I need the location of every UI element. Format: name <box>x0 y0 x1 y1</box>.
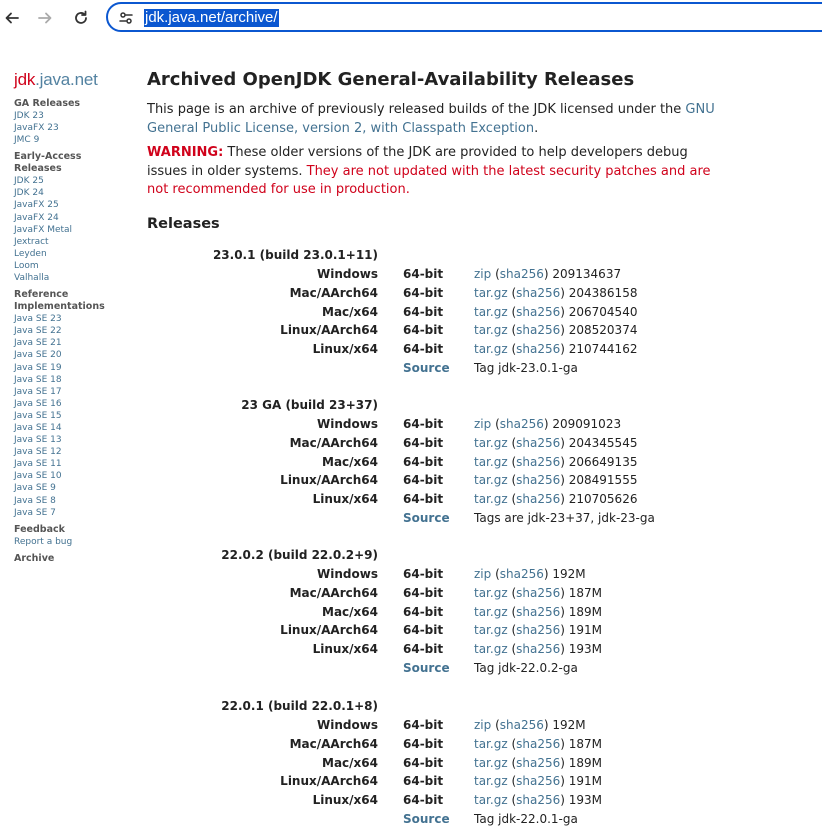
arch-label: 64-bit <box>403 585 444 600</box>
paren: ) <box>560 774 569 789</box>
download-link[interactable]: tar.gz <box>474 342 508 357</box>
download-link[interactable]: tar.gz <box>474 623 508 638</box>
page-title: Archived OpenJDK General-Availability Releases <box>147 69 635 90</box>
arch-label: 64-bit <box>403 623 444 638</box>
download-link[interactable]: tar.gz <box>474 604 508 619</box>
paren: ) <box>560 285 569 300</box>
paren: ( <box>507 755 517 770</box>
sidebar-link[interactable]: Java SE 17 <box>14 386 62 397</box>
paren: ) <box>560 454 569 469</box>
warning-text: These older versions of the JDK are provided to help developers debug issues in older systems. <box>147 145 688 179</box>
url-text[interactable]: jdk.java.net/archive/ <box>145 9 278 26</box>
gpl-link[interactable]: GNU General Public License, version 2, with Classpath Exception <box>147 102 715 136</box>
sidebar-link[interactable]: Report a bug <box>14 536 73 547</box>
arch-label: 64-bit <box>403 736 444 751</box>
arch-label: 64-bit <box>403 793 444 808</box>
arch-label: 64-bit <box>403 342 444 357</box>
os-label: Mac/AArch64 <box>289 736 378 751</box>
sidebar-link[interactable]: Java SE 11 <box>14 459 62 470</box>
os-label: Linux/x64 <box>312 342 378 357</box>
file-size: 208491555 <box>568 473 638 488</box>
paren: ( <box>491 267 500 281</box>
sha256-link[interactable]: sha256 <box>516 454 561 469</box>
sidebar-link[interactable]: Java SE 16 <box>14 398 62 409</box>
os-label: Mac/x64 <box>322 755 378 770</box>
paren: ) <box>560 435 569 450</box>
download-link[interactable]: tar.gz <box>474 435 508 450</box>
browser-toolbar <box>0 0 822 38</box>
arch-label: 64-bit <box>403 755 444 770</box>
sha256-link[interactable]: sha256 <box>499 718 544 732</box>
os-label: Windows <box>317 718 378 732</box>
sha256-link[interactable]: sha256 <box>516 435 561 450</box>
download-entry <box>474 342 637 356</box>
paren: ) <box>543 718 553 732</box>
logo-prefix: jdk <box>14 70 36 89</box>
source-tag: Tags are jdk-23+37, jdk-23-ga <box>474 511 655 525</box>
sha256-link[interactable]: sha256 <box>516 793 561 808</box>
os-label: Mac/AArch64 <box>289 285 378 300</box>
download-entry <box>474 774 602 788</box>
sha256-link[interactable]: sha256 <box>516 304 561 319</box>
sidebar-link[interactable]: Java SE 15 <box>14 410 62 421</box>
os-label: Mac/AArch64 <box>289 435 378 450</box>
paren: ( <box>507 736 517 751</box>
sha256-link[interactable]: sha256 <box>516 604 561 619</box>
paren: ( <box>507 323 517 338</box>
source-link[interactable]: Source <box>403 812 450 826</box>
download-entry <box>474 492 637 506</box>
paren: ) <box>543 267 553 281</box>
download-link[interactable]: tar.gz <box>474 323 508 338</box>
sidebar-section-heading: Early-Access Releases <box>14 151 82 175</box>
sidebar-link[interactable]: Java SE 13 <box>14 435 62 446</box>
os-label: Windows <box>317 567 378 581</box>
download-entry <box>474 305 637 319</box>
sha256-link[interactable]: sha256 <box>516 323 561 338</box>
download-link[interactable]: tar.gz <box>474 755 508 770</box>
os-label: Mac/x64 <box>322 304 378 319</box>
source-link[interactable]: Source <box>403 361 450 375</box>
file-size: 210705626 <box>568 492 638 507</box>
download-link[interactable]: tar.gz <box>474 774 508 789</box>
paren: ) <box>560 342 569 357</box>
sidebar-link[interactable]: Java SE 12 <box>14 447 62 458</box>
site-info-icon[interactable] <box>117 9 135 27</box>
os-label: Linux/x64 <box>312 642 378 657</box>
arch-label: 64-bit <box>403 435 444 450</box>
intro-end: . <box>534 121 539 136</box>
os-label: Linux/AArch64 <box>280 323 378 338</box>
download-entry <box>474 586 602 600</box>
sha256-link[interactable]: sha256 <box>499 417 544 431</box>
sha256-link[interactable]: sha256 <box>516 774 561 789</box>
sidebar-link[interactable]: Java SE 20 <box>14 350 62 361</box>
logo-suffix: .java.net <box>35 70 98 89</box>
sidebar-link[interactable]: Loom <box>14 260 39 271</box>
intro-text: This page is an archive of previously released builds of the JDK licensed under the <box>147 102 682 117</box>
main-content <box>147 68 727 826</box>
download-entry <box>474 417 621 431</box>
sidebar-link[interactable]: Leyden <box>14 248 47 259</box>
download-link[interactable]: tar.gz <box>474 736 508 751</box>
arch-label: 64-bit <box>403 492 444 507</box>
download-entry <box>474 473 637 487</box>
sidebar-link[interactable]: Java SE 8 <box>14 495 56 506</box>
download-link[interactable]: tar.gz <box>474 454 508 469</box>
sha256-link[interactable]: sha256 <box>516 285 561 300</box>
os-label: Windows <box>317 417 378 431</box>
sha256-link[interactable]: sha256 <box>516 623 561 638</box>
sha256-link[interactable]: sha256 <box>516 342 561 357</box>
download-entry <box>474 793 602 807</box>
sha256-link[interactable]: sha256 <box>516 755 561 770</box>
paren: ) <box>560 755 569 770</box>
paren: ) <box>560 473 569 488</box>
os-label: Linux/AArch64 <box>280 473 378 488</box>
arch-label: 64-bit <box>403 774 444 789</box>
arch-label: 64-bit <box>403 567 444 581</box>
paren: ( <box>507 793 517 808</box>
sidebar-link[interactable]: Java SE 14 <box>14 422 62 433</box>
sidebar-link[interactable]: JavaFX 23 <box>14 123 59 134</box>
back-icon[interactable] <box>0 6 24 30</box>
paren: ( <box>507 473 517 488</box>
source-tag: Tag jdk-22.0.2-ga <box>474 661 578 675</box>
file-size: 193M <box>568 793 603 808</box>
download-entry <box>474 436 637 450</box>
arch-label: 64-bit <box>403 473 444 488</box>
file-size: 187M <box>568 585 603 600</box>
sidebar-link[interactable]: Java SE 21 <box>14 338 62 349</box>
paren: ( <box>491 567 500 581</box>
address-bar[interactable] <box>106 2 822 32</box>
file-size: 209091023 <box>552 417 622 431</box>
sha256-link[interactable]: sha256 <box>516 642 561 657</box>
paren: ( <box>507 623 517 638</box>
os-label: Linux/AArch64 <box>280 774 378 789</box>
paren: ) <box>560 492 569 507</box>
sidebar-link[interactable]: Valhalla <box>14 273 50 284</box>
download-link[interactable]: tar.gz <box>474 492 508 507</box>
download-entry <box>474 605 602 619</box>
releases-heading: Releases <box>147 216 220 232</box>
sha256-link[interactable]: sha256 <box>516 492 561 507</box>
file-size: 189M <box>568 755 603 770</box>
file-size: 192M <box>552 718 586 732</box>
warning-label: WARNING: <box>147 145 224 160</box>
sha256-link[interactable]: sha256 <box>499 267 544 281</box>
paren: ) <box>560 604 569 619</box>
download-entry <box>474 756 602 770</box>
download-link[interactable]: tar.gz <box>474 304 508 319</box>
paren: ) <box>560 585 569 600</box>
arch-label: 64-bit <box>403 642 444 657</box>
paren: ( <box>507 492 517 507</box>
download-link[interactable]: tar.gz <box>474 285 508 300</box>
release-title: 22.0.2 (build 22.0.2+9) <box>221 548 378 562</box>
download-entry <box>474 286 637 300</box>
reload-icon[interactable] <box>69 6 93 30</box>
sidebar-link[interactable]: JDK 23 <box>14 111 44 121</box>
paren: ( <box>507 642 517 657</box>
warning-paragraph <box>147 144 727 200</box>
download-link[interactable]: zip <box>474 718 492 732</box>
paren: ( <box>507 304 517 319</box>
source-link[interactable]: Source <box>403 661 450 675</box>
os-label: Windows <box>317 267 378 281</box>
warning-red-text: They are not updated with the latest security patches and are not recommended for use in production. <box>147 163 711 197</box>
paren: ( <box>507 454 517 469</box>
paren: ( <box>491 417 500 431</box>
file-size: 210744162 <box>568 342 638 357</box>
sidebar-link[interactable]: JavaFX 25 <box>14 200 59 211</box>
arch-label: 64-bit <box>403 604 444 619</box>
sidebar-link[interactable]: Java SE 23 <box>14 314 62 325</box>
arch-label: 64-bit <box>403 304 444 319</box>
download-link[interactable]: zip <box>474 567 492 581</box>
sidebar-link[interactable]: Java SE 7 <box>14 507 56 518</box>
paren: ) <box>560 323 569 338</box>
arch-label: 64-bit <box>403 718 444 732</box>
source-tag: Tag jdk-23.0.1-ga <box>474 361 578 375</box>
os-label: Mac/x64 <box>322 454 378 469</box>
paren: ( <box>507 285 517 300</box>
sidebar-link[interactable]: JDK 24 <box>14 188 44 199</box>
site-logo[interactable] <box>14 70 134 90</box>
os-label: Mac/AArch64 <box>289 585 378 600</box>
paren: ) <box>560 736 569 751</box>
download-entry <box>474 623 602 637</box>
sidebar-section-heading: Reference Implementations <box>14 289 105 313</box>
source-tag: Tag jdk-22.0.1-ga <box>474 812 578 826</box>
paren: ( <box>491 718 500 732</box>
sidebar-link[interactable]: Java SE 22 <box>14 326 62 337</box>
download-entry <box>474 267 621 281</box>
sidebar-link[interactable]: Java SE 9 <box>14 483 56 494</box>
file-size: 187M <box>568 736 603 751</box>
download-entry <box>474 455 637 469</box>
paren: ( <box>507 435 517 450</box>
paren: ) <box>560 793 569 808</box>
sidebar-section-heading: Feedback <box>14 523 65 535</box>
release-title: 22.0.1 (build 22.0.1+8) <box>221 699 378 713</box>
release-title: 23 GA (build 23+37) <box>241 398 378 412</box>
paren: ( <box>507 585 517 600</box>
arch-label: 64-bit <box>403 323 444 338</box>
download-link[interactable]: tar.gz <box>474 793 508 808</box>
download-link[interactable]: tar.gz <box>474 585 508 600</box>
download-link[interactable]: tar.gz <box>474 473 508 488</box>
file-size: 193M <box>568 642 603 657</box>
file-size: 189M <box>568 604 603 619</box>
download-entry <box>474 567 586 581</box>
paren: ) <box>560 642 569 657</box>
sidebar-link[interactable]: Java SE 18 <box>14 374 62 385</box>
download-entry <box>474 718 586 732</box>
file-size: 191M <box>568 623 603 638</box>
download-link[interactable]: zip <box>474 267 492 281</box>
source-link[interactable]: Source <box>403 511 450 525</box>
file-size: 206704540 <box>568 304 638 319</box>
sha256-link[interactable]: sha256 <box>516 585 561 600</box>
sidebar-section-heading[interactable]: Archive <box>14 552 55 564</box>
paren: ) <box>543 567 553 581</box>
sidebar-link[interactable]: JavaFX 24 <box>14 212 59 223</box>
paren: ) <box>560 623 569 638</box>
arch-label: 64-bit <box>403 267 444 281</box>
sidebar-nav <box>14 70 134 565</box>
os-label: Linux/x64 <box>312 793 378 808</box>
paren: ( <box>507 604 517 619</box>
arch-label: 64-bit <box>403 417 444 431</box>
sidebar-link[interactable]: JDK 25 <box>14 176 44 187</box>
paren: ( <box>507 342 517 357</box>
file-size: 206649135 <box>568 454 638 469</box>
download-entry <box>474 642 602 656</box>
sidebar-link[interactable]: JMC 9 <box>14 135 40 146</box>
paren: ( <box>507 774 517 789</box>
sha256-link[interactable]: sha256 <box>516 473 561 488</box>
download-link[interactable]: tar.gz <box>474 642 508 657</box>
arch-label: 64-bit <box>403 454 444 469</box>
os-label: Linux/AArch64 <box>280 623 378 638</box>
forward-icon[interactable] <box>33 6 57 30</box>
sidebar-section-heading: GA Releases <box>14 98 81 109</box>
sha256-link[interactable]: sha256 <box>516 736 561 751</box>
file-size: 204345545 <box>568 435 638 450</box>
file-size: 204386158 <box>568 285 638 300</box>
os-label: Mac/x64 <box>322 604 378 619</box>
sidebar-link[interactable]: Jextract <box>14 236 49 247</box>
file-size: 208520374 <box>568 323 638 338</box>
sidebar-link[interactable]: Java SE 19 <box>14 362 62 373</box>
intro-paragraph <box>147 100 727 138</box>
sha256-link[interactable]: sha256 <box>499 567 544 581</box>
download-link[interactable]: zip <box>474 417 492 431</box>
paren: ) <box>543 417 553 431</box>
arch-label: 64-bit <box>403 285 444 300</box>
download-entry <box>474 737 602 751</box>
file-size: 192M <box>552 567 586 581</box>
sidebar-link[interactable]: Java SE 10 <box>14 471 62 482</box>
paren: ) <box>560 304 569 319</box>
file-size: 209134637 <box>552 267 622 281</box>
download-entry <box>474 323 637 337</box>
file-size: 191M <box>568 774 603 789</box>
sidebar-link[interactable]: JavaFX Metal <box>14 224 73 235</box>
os-label: Linux/x64 <box>312 492 378 507</box>
release-title: 23.0.1 (build 23.0.1+11) <box>212 248 378 262</box>
